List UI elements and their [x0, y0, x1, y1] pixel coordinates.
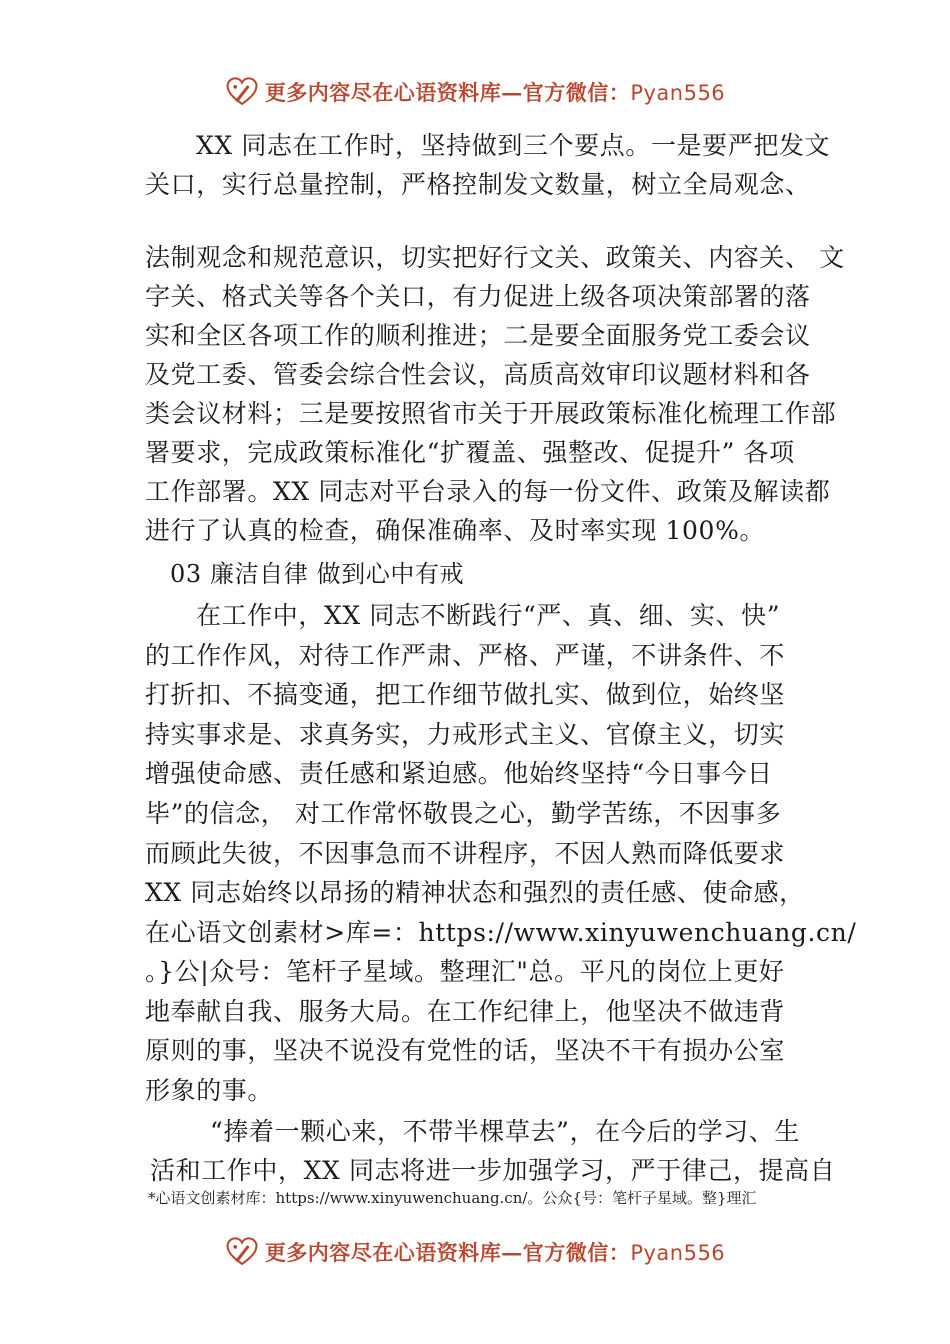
- text-line: 地奉献自我、服务大局。在工作纪律上，他坚决不做违背: [145, 997, 786, 1026]
- wechat-id: Pyan556: [630, 1241, 726, 1265]
- banner-text: [265, 1237, 725, 1267]
- banner-label: 更多内容尽在心语资料库—官方微信：: [264, 1240, 631, 1265]
- heart-pen-logo-icon: [225, 1235, 259, 1269]
- text-line: 工作部署。XX 同志对平台录入的每一份文件、政策及解读都: [145, 477, 831, 506]
- footnote: *心语文创素材库：https://www.xinyuwenchuang.cn/。公众{号：笔杆子星域。整}理汇: [148, 1189, 757, 1207]
- footer-banner: [0, 1232, 950, 1272]
- text-line: 法制观念和规范意识，切实把好行文关、政策关、内容关、 文: [145, 243, 845, 272]
- text-line: 实和全区各项工作的顺利推进；二是要全面服务党工委会议: [145, 321, 811, 350]
- text-line: 打折扣、不搞变通，把工作细节做扎实、做到位，始终坚: [145, 680, 786, 709]
- wechat-id: Pyan556: [630, 81, 726, 105]
- text-line: “捧着一颗心来，不带半棵草去”，在今后的学习、生: [210, 1117, 800, 1146]
- text-line: 字关、格式关等各个关口，有力促进上级各项决策部署的落: [145, 282, 811, 311]
- text-line: 。}公|众号：笔杆子星域。整理汇"总。平凡的岗位上更好: [145, 957, 785, 986]
- text-line: 进行了认真的检查，确保准确率、及时率实现 100%。: [145, 516, 766, 545]
- text-line: 的工作作风，对待工作严肃、严格、严谨，不讲条件、不: [145, 641, 786, 670]
- text-line: 增强使命感、责任感和紧迫感。他始终坚持“今日事今日: [145, 759, 773, 788]
- section-heading: 03 廉洁自律 做到心中有戒: [170, 560, 465, 588]
- text-line: 在心语文创素材>库=：https://www.xinyuwenchuang.cn/: [145, 918, 857, 947]
- text-line: 活和工作中，XX 同志将进一步加强学习，严于律己，提高自: [150, 1156, 836, 1185]
- text-line: XX 同志始终以昂扬的精神状态和强烈的责任感、使命感，: [145, 878, 805, 907]
- banner-label: 更多内容尽在心语资料库—官方微信：: [264, 80, 631, 105]
- text-line: 类会议材料；三是要按照省市关于开展政策标准化梳理工作部: [145, 399, 837, 428]
- header-banner: [0, 72, 950, 112]
- text-line: 署要求，完成政策标准化“扩覆盖、强整改、促提升” 各项: [145, 438, 795, 467]
- banner-text: [265, 77, 725, 107]
- text-line: 形象的事。: [145, 1076, 274, 1105]
- text-line: 关口，实行总量控制，严格控制发文数量，树立全局观念、: [145, 170, 811, 199]
- text-line: 原则的事，坚决不说没有党性的话，坚决不干有损办公室: [145, 1036, 786, 1065]
- text-line: XX 同志在工作时，坚持做到三个要点。一是要严把发文: [196, 131, 831, 160]
- text-line: 毕”的信念， 对工作常怀敬畏之心，勤学苦练，不因事多: [145, 799, 782, 828]
- text-line: 在工作中，XX 同志不断践行“严、真、细、实、快”: [196, 601, 781, 630]
- heart-pen-logo-icon: [225, 75, 259, 109]
- text-line: 及党工委、管委会综合性会议，高质高效审印议题材料和各: [145, 360, 811, 389]
- text-line: 持实事求是、求真务实，力戒形式主义、官僚主义，切实: [145, 720, 786, 749]
- text-line: 而顾此失彼，不因事急而不讲程序，不因人熟而降低要求: [145, 839, 786, 868]
